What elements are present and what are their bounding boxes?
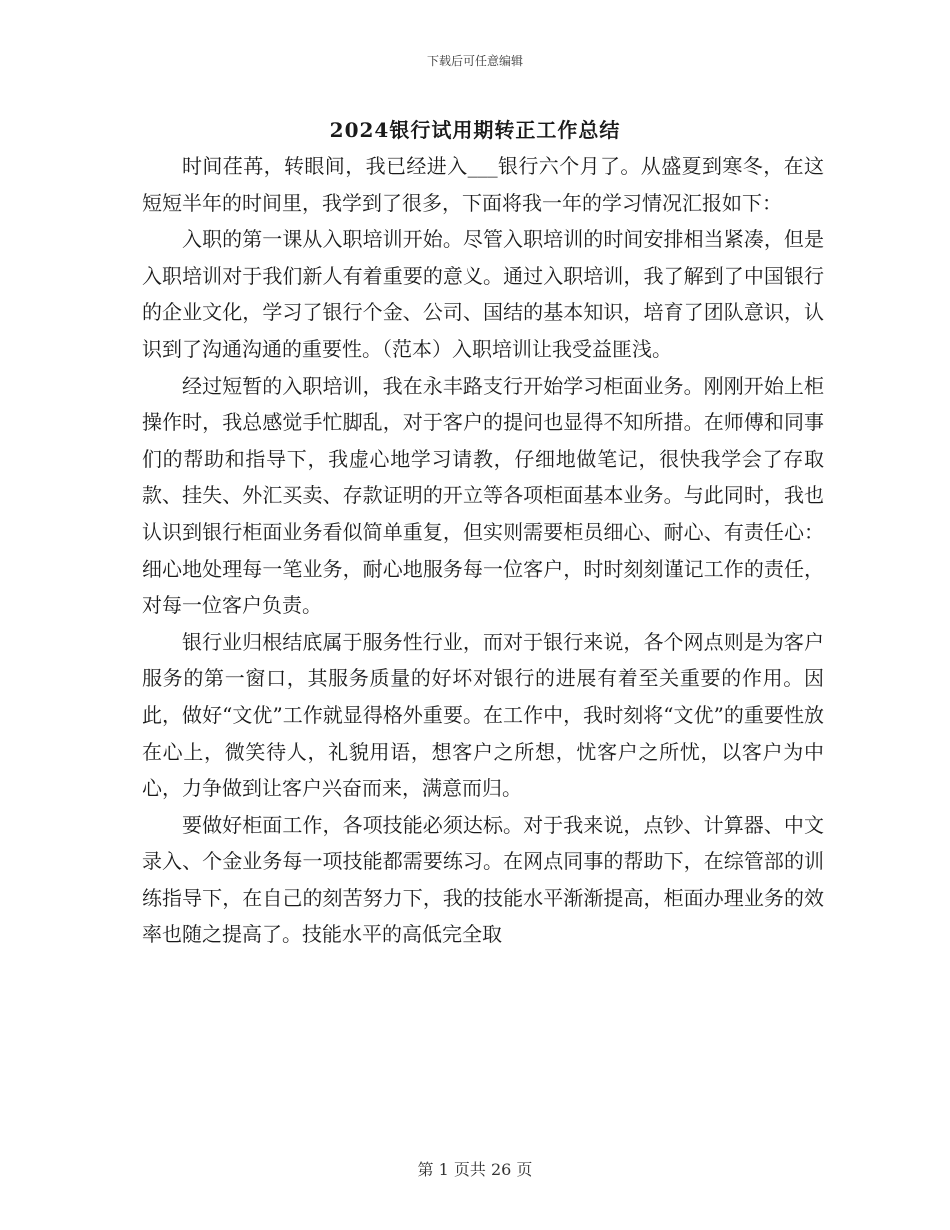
paragraph-3: 经过短暂的入职培训，我在永丰路支行开始学习柜面业务。刚刚开始上柜操作时，我总感觉手忙脚乱，对于客户的提问也显得不知所措。在师傅和同事们的帮助和指导下，我虚心地学习请教，仔细地做笔记，很快我学会了存取款、挂失、外汇买卖、存款证明的开立等各项柜面基本业务。与此同时，我也认识到银行柜面业务看似简单重复，但实则需要柜员细心、耐心、有责任心：细心地处理每一笔业务，耐心地服务每一位客户，时时刻刻谨记工作的责任，对每一位客户负责。 <box>142 373 824 618</box>
page-number-footer: 第 1 页共 26 页 <box>417 1160 533 1179</box>
document-body <box>142 148 824 953</box>
paragraph-4: 银行业归根结底属于服务性行业，而对于银行来说，各个网点则是为客户服务的第一窗口，其服务质量的好坏对银行的进展有着至关重要的作用。因此，做好“文优”工作就显得格外重要。在工作中，我时刻将“文优”的重要性放在心上，微笑待人，礼貌用语，想客户之所想，忧客户之所忧，以客户为中心，力争做到让客户兴奋而来，满意而归。 <box>142 629 824 801</box>
paragraph-2: 入职的第一课从入职培训开始。尽管入职培训的时间安排相当紧凑，但是入职培训对于我们新人有着重要的意义。通过入职培训，我了解到了中国银行的企业文化，学习了银行个金、公司、国结的基本知识，培育了团队意识，认识到了沟通沟通的重要性。（范本）入职培训让我受益匪浅。 <box>142 227 824 361</box>
paragraph-5: 要做好柜面工作，各项技能必须达标。对于我来说，点钞、计算器、中文录入、个金业务每一项技能都需要练习。在网点同事的帮助下，在综管部的训练指导下，在自己的刻苦努力下，我的技能水平渐渐提高，柜面办理业务的效率也随之提高了。技能水平的高低完全取 <box>142 812 824 947</box>
paragraph-1: 时间荏苒，转眼间，我已经进入___银行六个月了。从盛夏到寒冬，在这短短半年的时间里，我学到了很多，下面将我一年的学习情况汇报如下： <box>142 154 824 215</box>
document-title: 2024银行试用期转正工作总结 <box>329 118 621 142</box>
page-header-note: 下载后可任意编辑 <box>426 54 523 68</box>
